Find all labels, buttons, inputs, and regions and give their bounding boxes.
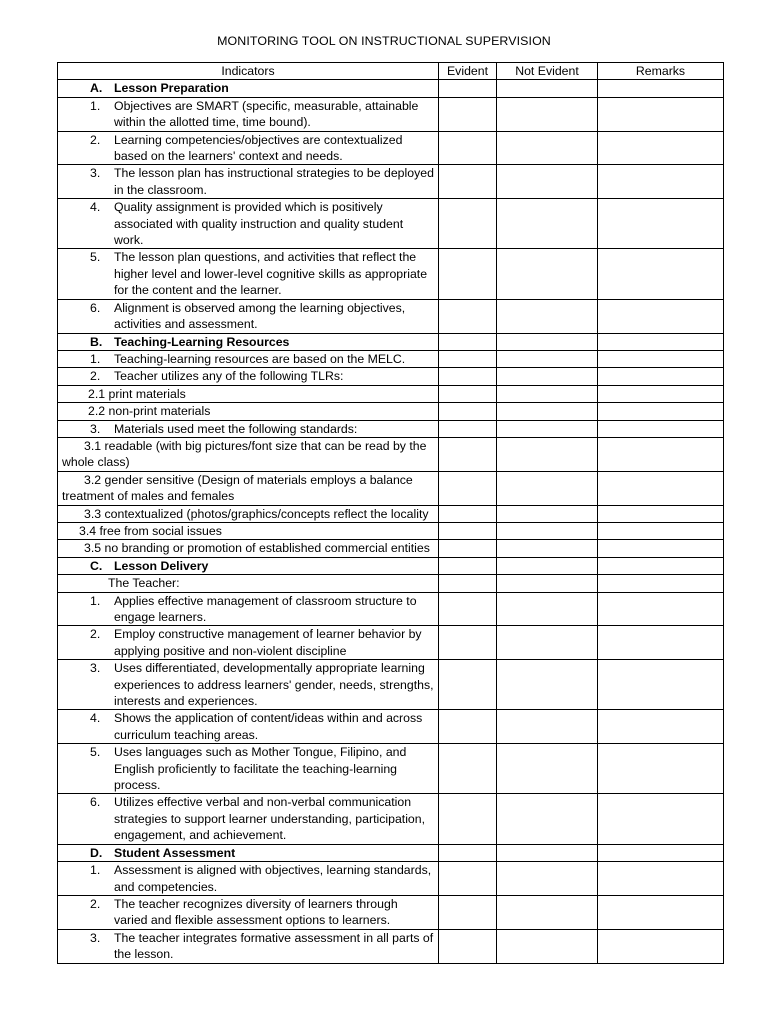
evident-cell[interactable] [439,626,497,660]
item-number: 1. [90,863,101,878]
table-row [58,97,724,131]
not-evident-cell[interactable] [497,744,598,794]
header-evident: Evident [439,63,497,80]
not-evident-cell[interactable] [497,540,598,557]
section-heading: Lesson Delivery [114,558,209,573]
remarks-cell[interactable] [598,540,724,557]
not-evident-cell[interactable] [497,368,598,385]
not-evident-cell[interactable] [497,350,598,367]
item-number: 5. [90,745,101,760]
not-evident-cell[interactable] [497,557,598,574]
header-remarks: Remarks [598,63,724,80]
evident-cell[interactable] [439,592,497,626]
remarks-cell[interactable] [598,80,724,97]
not-evident-cell[interactable] [497,862,598,896]
table-row [58,368,724,385]
section-letter: C. [90,558,103,573]
remarks-cell[interactable] [598,929,724,963]
item-number: 1. [90,351,101,366]
indicator-text: The lesson plan has instructional strategies to be deployed in the classroom. [114,166,434,197]
remarks-cell[interactable] [598,165,724,199]
table-row [58,131,724,165]
table-row [58,626,724,660]
indicator-text: Learning competencies/objectives are contextualized based on the learners' context and needs. [114,132,403,164]
remarks-cell[interactable] [598,844,724,861]
table-row [58,540,724,557]
evident-cell[interactable] [439,505,497,522]
table-body [58,80,724,963]
item-number: 1. [90,593,101,608]
table-row [58,437,724,471]
indicator-cell [58,403,439,420]
indicator-cell [58,540,439,557]
section-letter: A. [90,81,103,96]
not-evident-cell[interactable] [497,794,598,844]
table-row [58,333,724,350]
remarks-cell[interactable] [598,333,724,350]
item-number: 2. [90,132,101,147]
evident-cell[interactable] [439,660,497,710]
table-row [58,522,724,539]
table-row [58,165,724,199]
table-row [58,420,724,437]
table-row [58,744,724,794]
section-letter: B. [90,334,103,349]
indicator-cell [58,199,439,249]
evident-cell[interactable] [439,249,497,299]
evident-cell[interactable] [439,165,497,199]
remarks-cell[interactable] [598,437,724,471]
remarks-cell[interactable] [598,471,724,505]
not-evident-cell[interactable] [497,929,598,963]
evident-cell[interactable] [439,350,497,367]
sub-indicator-text: 3.4 free from social issues [79,523,222,538]
not-evident-cell[interactable] [497,299,598,333]
not-evident-cell[interactable] [497,575,598,592]
header-not-evident: Not Evident [497,63,598,80]
table-row [58,471,724,505]
indicator-cell [58,710,439,744]
section-heading: Teaching-Learning Resources [114,334,290,349]
remarks-cell[interactable] [598,403,724,420]
remarks-cell[interactable] [598,385,724,402]
not-evident-cell[interactable] [497,385,598,402]
remarks-cell[interactable] [598,199,724,249]
item-number: 3. [90,661,101,676]
table-row [58,299,724,333]
document-title: MONITORING TOOL ON INSTRUCTIONAL SUPERVISION [217,34,551,48]
indicator-cell [58,299,439,333]
table-row [58,844,724,861]
not-evident-cell[interactable] [497,522,598,539]
item-number: 2. [90,369,101,384]
evident-cell[interactable] [439,437,497,471]
item-number: 6. [90,795,101,810]
indicator-text: Quality assignment is provided which is positively associated with quality instruction and quality student work. [114,200,404,248]
table-row [58,505,724,522]
evident-cell[interactable] [439,97,497,131]
evident-cell[interactable] [439,368,497,385]
not-evident-cell[interactable] [497,97,598,131]
table-row [58,403,724,420]
indicator-cell [58,385,439,402]
not-evident-cell[interactable] [497,626,598,660]
table-row [58,929,724,963]
indicator-text: The lesson plan questions, and activities that reflect the higher level and lower-level cognitive skills as appropriate for the content and the learner. [114,250,428,298]
item-number: 3. [90,421,101,436]
indicator-cell [58,592,439,626]
table-row [58,862,724,896]
section-heading: Lesson Preparation [114,81,229,96]
indicator-text: The teacher recognizes diversity of learners through varied and flexible assessment options to learners. [114,896,398,928]
evident-cell[interactable] [439,862,497,896]
not-evident-cell[interactable] [497,131,598,165]
indicator-cell [58,131,439,165]
indicator-cell [58,929,439,963]
not-evident-cell[interactable] [497,80,598,97]
evident-cell[interactable] [439,403,497,420]
not-evident-cell[interactable] [497,895,598,929]
sub-indicator-text: 2.1 print materials [88,386,186,401]
remarks-cell[interactable] [598,710,724,744]
not-evident-cell[interactable] [497,333,598,350]
indicator-cell [58,844,439,861]
subheading-text: The Teacher: [108,576,180,591]
indicator-cell [58,660,439,710]
indicator-cell [58,626,439,660]
evident-cell[interactable] [439,794,497,844]
indicator-text: Materials used meet the following standards: [114,421,358,436]
remarks-cell[interactable] [598,505,724,522]
sub-indicator-text: 3.1 readable (with big pictures/font size that can be read by the whole class) [62,438,427,470]
indicator-text: Assessment is aligned with objectives, learning standards, and competencies. [114,863,432,894]
item-number: 2. [90,627,101,642]
indicator-cell [58,471,439,505]
sub-indicator-text: 2.2 non-print materials [88,404,211,419]
not-evident-cell[interactable] [497,199,598,249]
indicator-cell [58,333,439,350]
table-row [58,80,724,97]
indicator-cell [58,744,439,794]
evident-cell[interactable] [439,540,497,557]
table-row [58,660,724,710]
remarks-cell[interactable] [598,862,724,896]
indicator-text: Teacher utilizes any of the following TLRs: [114,369,344,384]
evident-cell[interactable] [439,199,497,249]
indicator-text: Teaching-learning resources are based on the MELC. [114,351,406,366]
evident-cell[interactable] [439,929,497,963]
header-row [58,63,724,80]
remarks-cell[interactable] [598,368,724,385]
item-number: 6. [90,300,101,315]
remarks-cell[interactable] [598,895,724,929]
indicator-cell [58,437,439,471]
not-evident-cell[interactable] [497,249,598,299]
item-number: 3. [90,930,101,945]
evident-cell[interactable] [439,575,497,592]
table-row [58,249,724,299]
sub-indicator-text: 3.2 gender sensitive (Design of materials employs a balance treatment of males and females [62,472,413,504]
not-evident-cell[interactable] [497,165,598,199]
indicator-cell [58,420,439,437]
remarks-cell[interactable] [598,420,724,437]
remarks-cell[interactable] [598,131,724,165]
not-evident-cell[interactable] [497,420,598,437]
not-evident-cell[interactable] [497,471,598,505]
sub-indicator-text: 3.3 contextualized (photos/graphics/concepts reflect the locality [84,506,429,521]
evident-cell[interactable] [439,844,497,861]
evident-cell[interactable] [439,333,497,350]
item-number: 1. [90,98,101,113]
item-number: 5. [90,250,101,265]
evident-cell[interactable] [439,710,497,744]
sub-indicator-text: 3.5 no branding or promotion of established commercial entities [84,541,430,556]
not-evident-cell[interactable] [497,660,598,710]
indicator-text: Applies effective management of classroom structure to engage learners. [114,593,417,624]
indicator-cell [58,522,439,539]
table-row [58,557,724,574]
evident-cell[interactable] [439,471,497,505]
remarks-cell[interactable] [598,794,724,844]
table-row [58,895,724,929]
remarks-cell[interactable] [598,557,724,574]
indicator-cell [58,249,439,299]
indicator-cell [58,794,439,844]
table-row [58,592,724,626]
indicator-cell [58,575,439,592]
indicator-cell [58,368,439,385]
evident-cell[interactable] [439,80,497,97]
remarks-cell[interactable] [598,660,724,710]
not-evident-cell[interactable] [497,710,598,744]
item-number: 4. [90,200,101,215]
indicator-text: Shows the application of content/ideas within and across curriculum teaching areas. [114,711,423,742]
remarks-cell[interactable] [598,97,724,131]
not-evident-cell[interactable] [497,403,598,420]
remarks-cell[interactable] [598,522,724,539]
indicator-cell [58,505,439,522]
indicator-text: Uses languages such as Mother Tongue, Filipino, and English proficiently to facilitate the teaching-learning process. [114,745,407,793]
remarks-cell[interactable] [598,592,724,626]
indicator-text: Employ constructive management of learner behavior by applying positive and non-violent discipline [114,627,422,658]
indicator-text: Alignment is observed among the learning objectives, activities and assessment. [114,300,406,332]
remarks-cell[interactable] [598,350,724,367]
table-row [58,794,724,844]
remarks-cell[interactable] [598,249,724,299]
indicator-cell [58,557,439,574]
item-number: 3. [90,166,101,181]
indicator-text: The teacher integrates formative assessment in all parts of the lesson. [114,930,434,962]
evident-cell[interactable] [439,131,497,165]
table-row [58,385,724,402]
remarks-cell[interactable] [598,626,724,660]
item-number: 4. [90,711,101,726]
indicator-text: Utilizes effective verbal and non-verbal communication strategies to support learner understanding, participation, engagement, and achievement. [114,795,426,843]
indicator-text: Uses differentiated, developmentally appropriate learning experiences to address learners' gender, needs, strengths, interests and experiences. [114,661,434,709]
evident-cell[interactable] [439,385,497,402]
indicator-cell [58,80,439,97]
not-evident-cell[interactable] [497,592,598,626]
not-evident-cell[interactable] [497,844,598,861]
indicator-cell [58,862,439,896]
indicator-cell [58,350,439,367]
evident-cell[interactable] [439,895,497,929]
table-row [58,710,724,744]
evident-cell[interactable] [439,420,497,437]
item-number: 2. [90,896,101,911]
section-heading: Student Assessment [114,845,236,860]
table-row [58,575,724,592]
not-evident-cell[interactable] [497,505,598,522]
table-row [58,199,724,249]
evident-cell[interactable] [439,522,497,539]
monitoring-table [57,62,724,964]
indicator-text: Objectives are SMART (specific, measurable, attainable within the allotted time, time bound). [114,98,419,130]
section-letter: D. [90,845,103,860]
evident-cell[interactable] [439,557,497,574]
table-row [58,350,724,367]
indicator-cell [58,895,439,929]
remarks-cell[interactable] [598,299,724,333]
indicator-cell [58,97,439,131]
header-indicators: Indicators [58,63,439,80]
not-evident-cell[interactable] [497,437,598,471]
indicator-cell [58,165,439,199]
evident-cell[interactable] [439,299,497,333]
remarks-cell[interactable] [598,575,724,592]
evident-cell[interactable] [439,744,497,794]
remarks-cell[interactable] [598,744,724,794]
